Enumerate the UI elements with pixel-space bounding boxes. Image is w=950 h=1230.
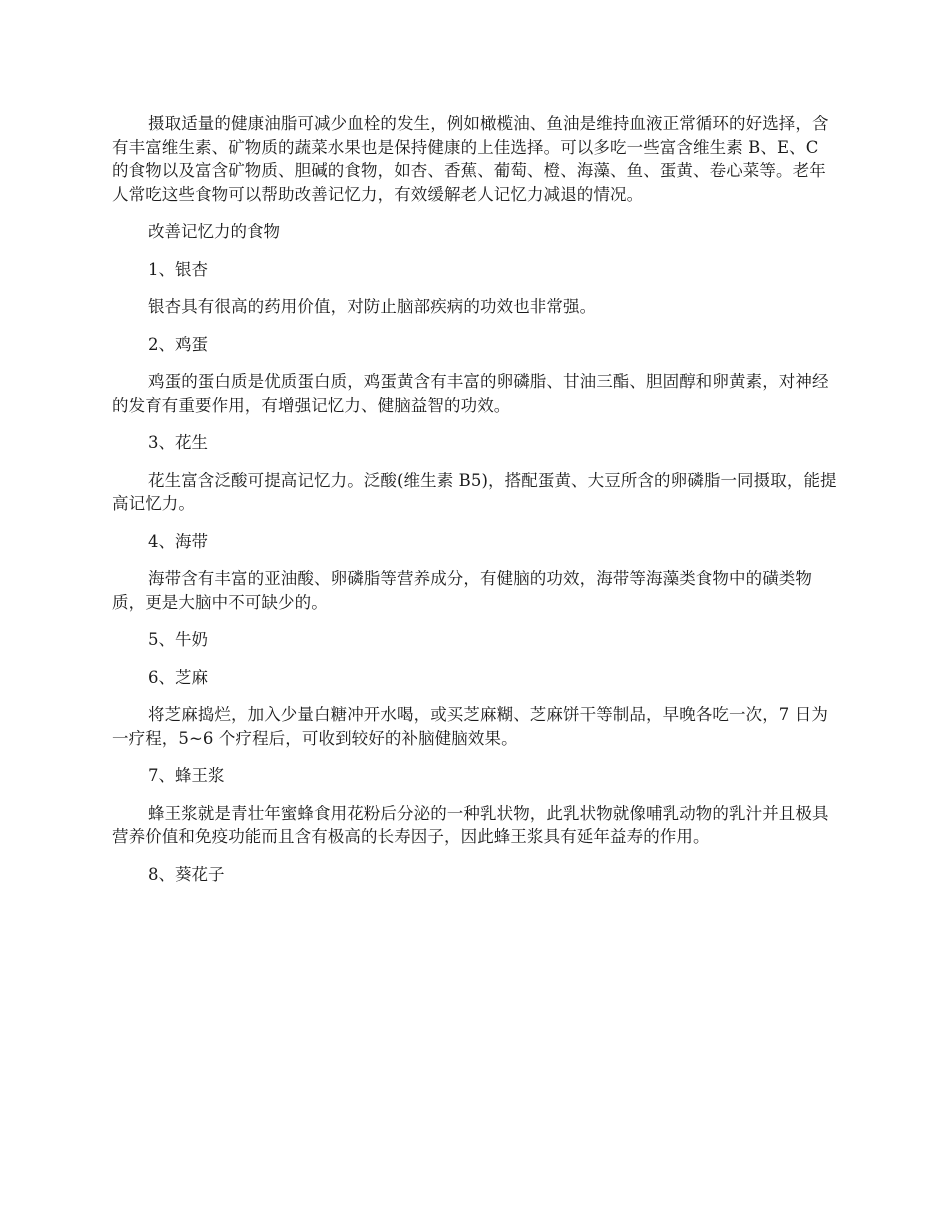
item-heading-ginkgo: 1、银杏 [148,259,208,279]
item-text-sesame: 将芝麻捣烂，加入少量白糖冲开水喝，或买芝麻糊、芝麻饼干等制品，早晚各吃一次，7 日为一疗程，5~6 个疗程后，可收到较好的补脑健脑效果。 [112,705,828,748]
item-heading-sunflower-seed: 8、葵花子 [148,864,225,884]
item-heading-peanut: 3、花生 [148,433,208,452]
item-text-kelp: 海带含有丰富的亚油酸、卵磷脂等营养成分，有健脑的功效，海带等海藻类食物中的磺类物质，更是大脑中不可缺少的。 [112,569,812,612]
intro-paragraph: 摄取适量的健康油脂可减少血栓的发生，例如橄榄油、鱼油是维持血液正常循环的好选择，含有丰富维生素、矿物质的蔬菜水果也是保持健康的上佳选择。可以多吃一些富含维生素 B、E、C 的食物以及富含矿物质、胆碱的食物，如杏、香蕉、葡萄、橙、海藻、鱼、蛋黄、卷心菜等。老年人常吃这些食物可以帮助改善记忆力，有效缓解老人记忆力减退的情况。 [112,114,829,204]
item-heading-milk: 5、牛奶 [148,630,208,649]
item-text-egg: 鸡蛋的蛋白质是优质蛋白质，鸡蛋黄含有丰富的卵磷脂、甘油三酯、胆固醇和卵黄素，对神经的发育有重要作用，有增强记忆力、健脑益智的功效。 [112,372,829,415]
document-page [112,112,838,900]
item-text-ginkgo: 银杏具有很高的药用价值，对防止脑部疾病的功效也非常强。 [148,297,597,316]
item-text-royal-jelly: 蜂王浆就是青壮年蜜蜂食用花粉后分泌的一种乳状物，此乳状物就像哺乳动物的乳汁并且极具营养价值和免疫功能而且含有极高的长寿因子，因此蜂王浆具有延年益寿的作用。 [112,803,829,846]
item-text-peanut: 花生富含泛酸可提高记忆力。泛酸(维生素 B5)，搭配蛋黄、大豆所含的卵磷脂一同摄取，能提高记忆力。 [112,470,837,513]
item-heading-egg: 2、鸡蛋 [148,334,208,354]
section-title: 改善记忆力的食物 [148,222,280,241]
item-heading-sesame: 6、芝麻 [148,667,208,687]
item-heading-kelp: 4、海带 [148,531,208,551]
item-heading-royal-jelly: 7、蜂王浆 [148,766,225,785]
